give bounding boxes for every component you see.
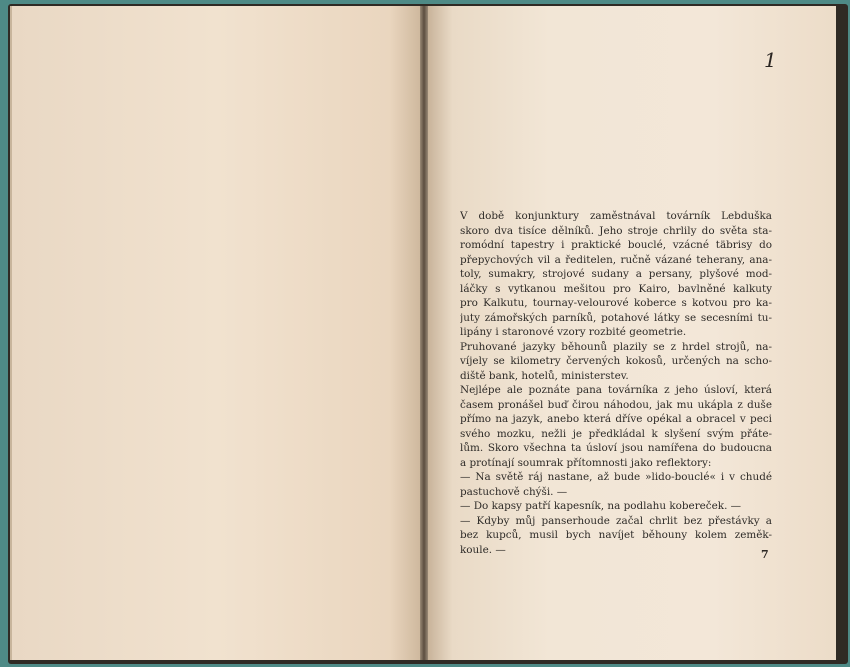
text-line: a protínají soumrak přítomnosti jako reflektory:	[460, 456, 712, 469]
text-line: — Do kapsy patří kapesník, na podlahu kobereček. —	[460, 500, 742, 512]
text-line: přímo na jazyk, anebo která dříve opékal a obracel v peci	[460, 413, 772, 425]
paragraph-4	[460, 470, 772, 499]
text-line: přepychových vil a ředitelen, ručně vázané teherany, ana-	[460, 253, 772, 266]
text-line: svého mozku, nežli je předkládal k slyšení svým přáte-	[460, 427, 772, 440]
text-line: lům. Skoro všechna ta úsloví jsou namířena do budoucna	[460, 442, 772, 454]
text-line: toly, sumakry, strojové sudany a persany, plyšové mod-	[460, 268, 772, 280]
page-number: 7	[761, 548, 769, 561]
text-line: pastuchově chýši. —	[460, 485, 568, 498]
text-line: romódní tapestry i praktické bouclé, vzácné täbrisy do	[460, 239, 772, 251]
text-line: Pruhované jazyky běhounů plazily se z hrdel strojů, na-	[460, 340, 772, 353]
paragraph-1	[460, 209, 772, 340]
paragraph-5	[460, 499, 772, 514]
text-line: bez kupců, musil bych navíjet běhouny kolem zeměk-	[460, 529, 772, 541]
chapter-number: 1	[764, 48, 777, 72]
text-line: víjely se kilometry červených kokosů, určených na scho-	[460, 355, 772, 367]
text-line: časem pronášel buď čirou náhodou, jak mu ukápla z duše	[460, 398, 772, 411]
text-line: diště bank, hotelů, ministerstev.	[460, 369, 629, 382]
text-line: lipány i staronové vzory rozbité geometrie.	[460, 326, 687, 338]
text-line: pro Kalkutu, tournay-velourové koberce s kotvou pro ka-	[460, 297, 772, 309]
book-gutter	[420, 6, 428, 660]
paragraph-3	[460, 383, 772, 470]
text-line: skoro dva tisíce dělníků. Jeho stroje chrlily do světa sta-	[460, 224, 772, 237]
text-line: koule. —	[460, 543, 506, 556]
text-line: juty zámořských parníků, potahové látky se secesními tu-	[460, 311, 772, 324]
paragraph-6	[460, 514, 772, 558]
text-line: Nejlépe ale poznáte pana továrníka z jeho úsloví, která	[460, 384, 772, 396]
text-line: láčky s vytkanou mešitou pro Kairo, bavlněné kalkuty	[460, 282, 772, 295]
text-line: V době konjunktury zaměstnával továrník Lebduška	[460, 210, 772, 222]
paragraph-2	[460, 340, 772, 384]
left-page-blank	[10, 6, 422, 660]
text-line: — Na světě ráj nastane, až bude »lido-bouclé« i v chudé	[460, 471, 772, 483]
chapter-text	[460, 209, 772, 557]
text-line: — Kdyby můj panserhoude začal chrlit bez přestávky a	[460, 514, 772, 527]
